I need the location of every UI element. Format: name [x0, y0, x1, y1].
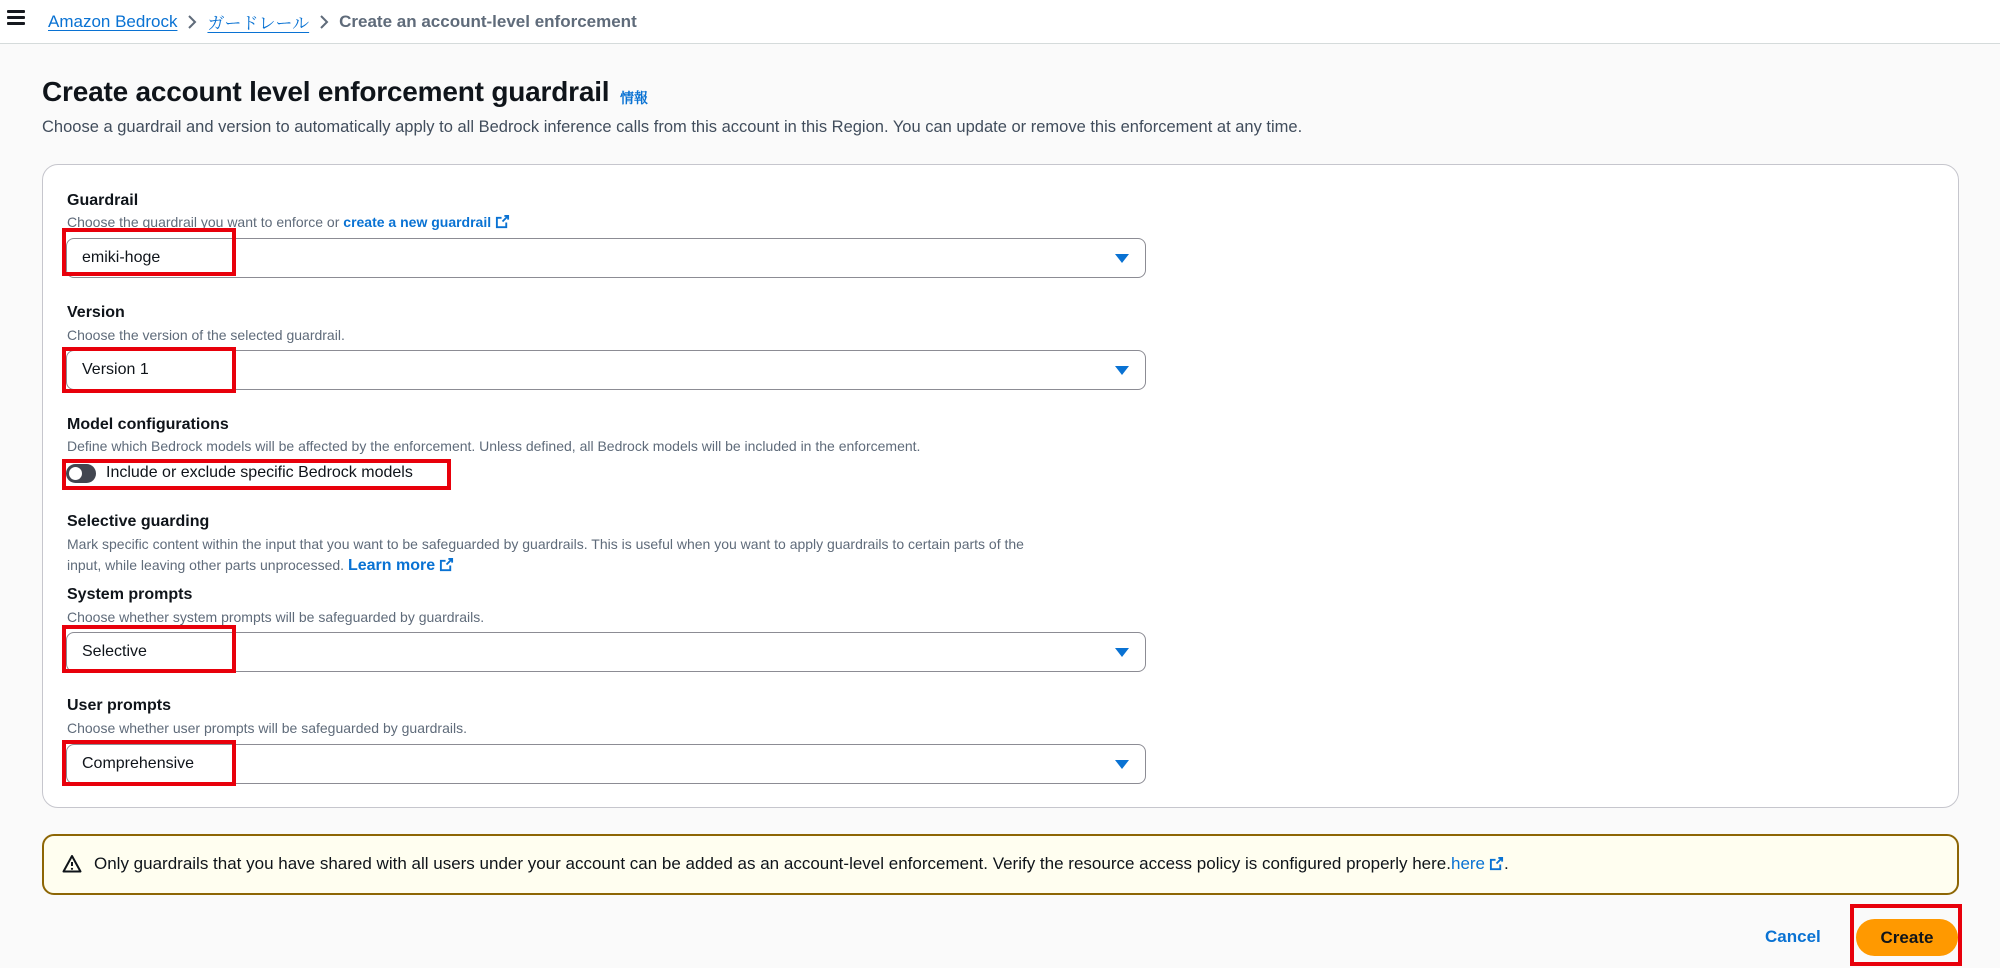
create-new-guardrail-link[interactable] — [343, 214, 510, 230]
caret-down-icon — [1115, 254, 1129, 263]
user-prompts-label: User prompts — [67, 697, 172, 714]
breadcrumb-amazon-bedrock[interactable]: Amazon Bedrock — [48, 11, 178, 31]
top-navigation — [0, 0, 2000, 44]
version-select[interactable] — [66, 350, 1146, 390]
warning-alert-text — [94, 854, 1509, 874]
guardrail-label: Guardrail — [67, 192, 139, 209]
version-select-value: Version 1 — [82, 361, 149, 378]
warning-icon — [62, 854, 82, 874]
resource-policy-link-text: here — [1450, 854, 1486, 873]
breadcrumb-guardrails[interactable]: ガードレール — [207, 14, 310, 33]
chevron-right-icon — [177, 12, 207, 32]
alert-message: Only guardrails that you have shared with all users under your account can be added as an account-level enforcement. Verify the resource access policy is configured properly here. — [94, 854, 1451, 873]
create-new-guardrail-text: create a new guardrail — [343, 214, 492, 230]
breadcrumb — [48, 9, 637, 34]
breadcrumb-current: Create an account-level enforcement — [339, 11, 637, 31]
selective-guarding-desc-text: input, while leaving other parts unprocessed. — [67, 557, 345, 573]
selective-guarding-description-line2 — [67, 557, 454, 575]
external-link-icon — [495, 214, 510, 229]
page-description: Choose a guardrail and version to automatically apply to all Bedrock inference calls from this account in this Region. You can update or remove this enforcement at any time. — [42, 118, 1303, 136]
guardrail-desc-text: Choose the guardrail you want to enforce or — [67, 214, 340, 230]
system-prompts-label: System prompts — [67, 586, 193, 603]
model-filter-toggle[interactable] — [66, 464, 96, 483]
alert-period: . — [1504, 854, 1509, 873]
system-prompts-description: Choose whether system prompts will be safeguarded by guardrails. — [67, 609, 485, 625]
guardrail-description — [67, 214, 510, 230]
system-prompts-select[interactable] — [66, 632, 1146, 672]
caret-down-icon — [1115, 760, 1129, 769]
learn-more-link[interactable] — [348, 557, 454, 574]
guardrail-select-value: emiki-hoge — [82, 249, 161, 266]
model-filter-toggle-label: Include or exclude specific Bedrock models — [106, 464, 413, 481]
caret-down-icon — [1115, 648, 1129, 657]
selective-guarding-description-line1: Mark specific content within the input that you want to be safeguarded by guardrails. This is useful when you want to apply guardrails to certain parts of the — [67, 536, 1024, 552]
user-prompts-description: Choose whether user prompts will be safeguarded by guardrails. — [67, 720, 467, 736]
user-prompts-select-value: Comprehensive — [82, 755, 195, 772]
info-link[interactable]: 情報 — [620, 90, 648, 106]
system-prompts-select-value: Selective — [82, 643, 147, 660]
selective-guarding-label: Selective guarding — [67, 513, 210, 530]
learn-more-text: Learn more — [347, 557, 436, 574]
guardrail-select[interactable] — [66, 238, 1146, 278]
toggle-knob — [69, 467, 82, 480]
model-config-description: Define which Bedrock models will be affected by the enforcement. Unless defined, all Bedrock models will be included in the enforcement. — [67, 438, 921, 454]
version-label: Version — [67, 304, 125, 321]
menu-icon[interactable] — [6, 8, 26, 28]
page-title: Create account level enforcement guardrail — [42, 76, 610, 107]
external-link-icon — [439, 557, 454, 572]
caret-down-icon — [1115, 366, 1129, 375]
model-config-label: Model configurations — [67, 416, 229, 433]
cancel-button[interactable]: Cancel — [1765, 927, 1821, 946]
resource-policy-link[interactable] — [1451, 854, 1504, 873]
user-prompts-select[interactable] — [66, 744, 1146, 784]
version-description: Choose the version of the selected guardrail. — [67, 327, 345, 343]
create-button[interactable]: Create — [1856, 919, 1958, 956]
warning-alert — [42, 834, 1959, 895]
chevron-right-icon — [309, 12, 339, 32]
external-link-icon — [1489, 856, 1504, 871]
